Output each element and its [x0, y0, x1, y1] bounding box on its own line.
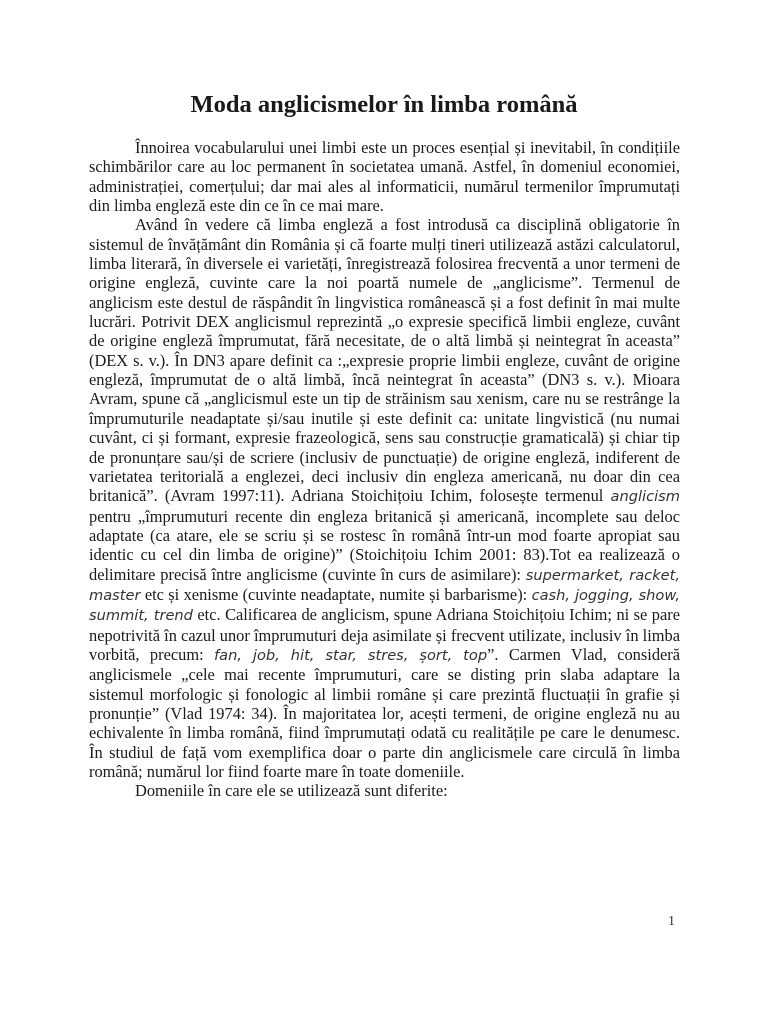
italic-term: anglicism: [610, 488, 680, 506]
text-run: etc. Calificarea de anglicism, spune Adriana Stoichițoiu Ichim; ni se pare nepotrivită în cazul unor împrumuturi deja asimilate și frecvent utilizate, inclusiv în limba vorbită, precum:: [89, 605, 680, 664]
italic-term: supermarket, racket, master: [89, 566, 680, 604]
paragraph: [89, 138, 680, 215]
document-body: [89, 138, 680, 801]
document-title: Moda anglicismelor în limba română: [190, 91, 578, 118]
italic-term: cash, jogging, show, summit, trend: [89, 586, 680, 625]
text-run: Înnoirea vocabularului unei limbi este un proces esențial și inevitabil, în condițiile schimbărilor care au loc permanent în societatea umană. Astfel, în domeniul economiei, administrației, comerțului; dar mai ales al informaticii, numărul termenilor împrumutați din limba engleză este din ce în ce mai mare.: [89, 138, 680, 216]
text-run: Domeniile în care ele se utilizează sunt diferite:: [135, 781, 448, 801]
paragraph: [89, 781, 680, 800]
text-run: etc și xenisme (cuvinte neadaptate, numite și barbarisme):: [140, 584, 532, 604]
text-run: pentru „împrumuturi recente din engleza britanică și americană, incomplete sau deloc adaptate (ca atare, ele se scriu și se rostesc în română într-un mod foarte apropiat sau identic cu cel din limba de origine)” (Stoichițoiu Ichim 2001: 83).Tot ea realizează o delimitare precisă între anglicisme (cuvinte în curs de asimilare):: [89, 506, 680, 584]
text-run: Având în vedere că limba engleză a fost introdusă ca disciplină obligatorie în sistemul de învățământ din România și că foarte mulți tineri utilizează astăzi calculatorul, limba literară, în diversele ei varietăți, înregistrează folosirea frecventă a unor termeni de origine engleză, cuvinte care la noi poartă numele de „anglicisme”. Termenul de anglicism este destul de răspândit în lingvistica românească și a fost definit în mai multe lucrări. Potrivit DEX anglicismul reprezintă „o expresie specifică limbii engleze, cuvânt de origine engleză împrumutat, fără necesitate, de o altă limbă și neintegrat în aceasta” (DEX s. v.). În DN3 apare definit ca :„expresie proprie limbii engleze, cuvânt de origine engleză, împrumutat de o altă limbă, încă neintegrat în aceasta” (DN3 s. v.). Mioara Avram, spune că „anglicismul este un tip de străinism sau xenism, care nu se restrânge la împrumuturile neadaptate și/sau inutile și este definit ca: unitate lingvistică (nu numai cuvânt, ci și formant, expresie frazeologică, sens sau construcție gramaticală) și chiar tip de pronunțare sau/și de scriere (inclusiv de punctuație) de origine engleză, indiferent de varietatea teritorială a englezei, deci inclusiv din engleza americană, nu doar din cea britanică”. (Avram 1997:11). Adriana Stoichițoiu Ichim, folosește termenul: [89, 215, 680, 506]
text-run: ”. Carmen Vlad, consideră anglicismele „cele mai recente împrumuturi, care se disting prin slaba adaptare la sistemul morfologic și fonologic al limbii române și care prezintă fluctuații în grafie și pronunție” (Vlad 1974: 34). În majoritatea lor, acești termeni, de origine engleză nu au echivalente în limba română, fiind împrumutați odată cu realitățile pe care le denumesc. În studiul de față vom exemplifica doar o parte din anglicismele care circulă în limba română; numărul lor fiind foarte mare în toate domeniile.: [89, 644, 681, 781]
paragraph: [89, 215, 680, 781]
italic-term: fan, job, hit, star, stres, șort, top: [214, 646, 488, 664]
page-number: 1: [668, 914, 675, 929]
